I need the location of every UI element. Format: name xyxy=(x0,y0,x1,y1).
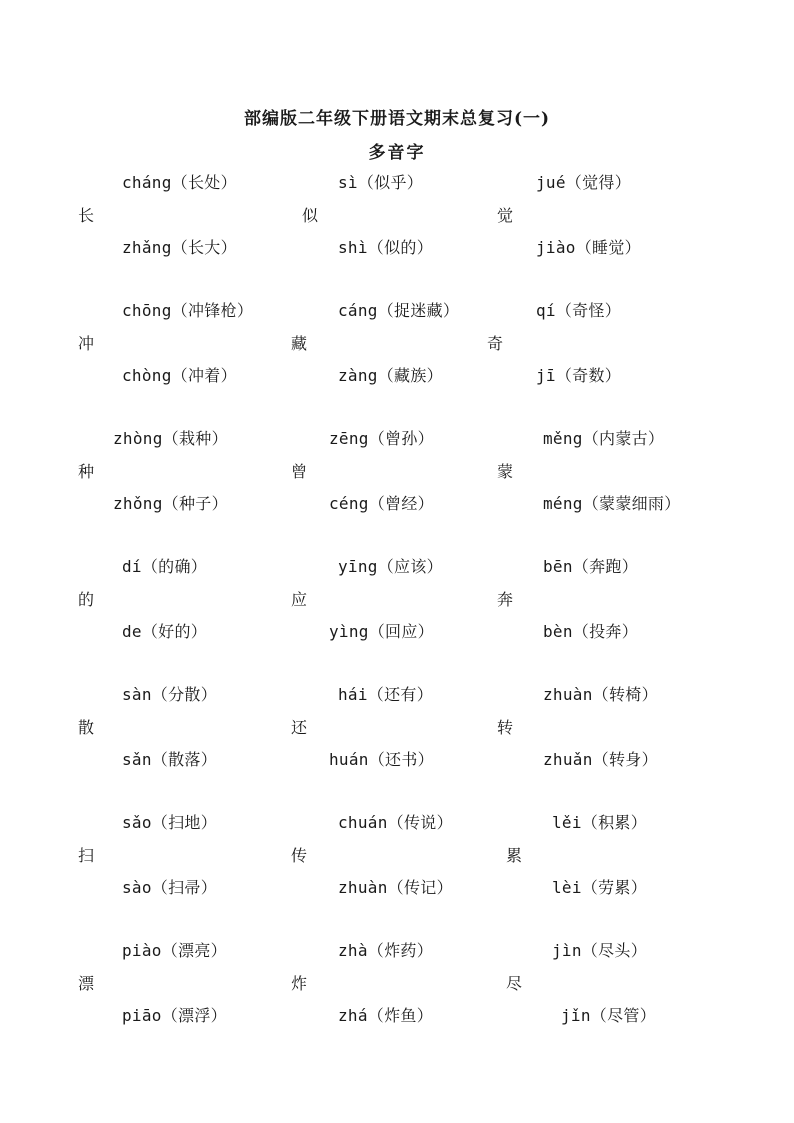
polyphone-char: 冲 xyxy=(78,334,95,353)
reading-2: zhuàn（传记） xyxy=(338,878,453,897)
reading-1: qí（奇怪） xyxy=(536,301,622,320)
polyphone-char: 蒙 xyxy=(497,462,514,481)
polyphone-char: 藏 xyxy=(291,334,308,353)
polyphone-char: 散 xyxy=(78,718,95,737)
reading-1: zhòng（栽种） xyxy=(113,429,228,448)
polyphone-char: 炸 xyxy=(291,974,308,993)
reading-2: zhǎng（长大） xyxy=(122,238,237,257)
reading-1: cháng（长处） xyxy=(122,173,237,192)
polyphone-char: 长 xyxy=(78,206,95,225)
polyphone-char: 累 xyxy=(506,846,523,865)
reading-2: céng（曾经） xyxy=(329,494,434,513)
reading-2: piāo（漂浮） xyxy=(122,1006,227,1025)
polyphone-char: 还 xyxy=(291,718,308,737)
reading-1: jìn（尽头） xyxy=(552,941,647,960)
polyphone-char: 种 xyxy=(78,462,95,481)
polyphone-group xyxy=(0,554,794,650)
polyphone-char: 尽 xyxy=(506,974,523,993)
reading-1: cáng（捉迷藏） xyxy=(338,301,460,320)
reading-1: sàn（分散） xyxy=(122,685,217,704)
reading-2: sào（扫帚） xyxy=(122,878,217,897)
polyphone-char: 奇 xyxy=(487,334,504,353)
section-subtitle: 多音字 xyxy=(368,143,426,163)
reading-2: jǐn（尽管） xyxy=(561,1006,656,1025)
polyphone-char: 曾 xyxy=(291,462,308,481)
polyphone-group xyxy=(0,938,794,1034)
reading-1: piào（漂亮） xyxy=(122,941,227,960)
polyphone-char: 应 xyxy=(291,590,308,609)
reading-1: chōng（冲锋枪） xyxy=(122,301,254,320)
reading-2: zàng（藏族） xyxy=(338,366,443,385)
reading-1: sì（似乎） xyxy=(338,173,424,192)
reading-1: yīng（应该） xyxy=(338,557,443,576)
polyphone-char: 扫 xyxy=(78,846,95,865)
reading-1: bēn（奔跑） xyxy=(543,557,638,576)
reading-1: zhà（炸药） xyxy=(338,941,433,960)
reading-1: hái（还有） xyxy=(338,685,433,704)
reading-1: měng（内蒙古） xyxy=(543,429,665,448)
reading-2: bèn（投奔） xyxy=(543,622,638,641)
reading-2: lèi（劳累） xyxy=(552,878,647,897)
reading-2: huán（还书） xyxy=(329,750,434,769)
polyphone-char: 漂 xyxy=(78,974,95,993)
polyphone-group xyxy=(0,298,794,394)
polyphone-char: 的 xyxy=(78,590,95,609)
page-title: 部编版二年级下册语文期末总复习(一) xyxy=(243,109,551,129)
polyphone-char: 传 xyxy=(291,846,308,865)
reading-2: jī（奇数） xyxy=(536,366,622,385)
reading-2: shì（似的） xyxy=(338,238,433,257)
reading-1: jué（觉得） xyxy=(536,173,631,192)
polyphone-char: 觉 xyxy=(497,206,514,225)
polyphone-char: 似 xyxy=(302,206,319,225)
polyphone-char: 转 xyxy=(497,718,514,737)
reading-2: sǎn（散落） xyxy=(122,750,217,769)
reading-1: chuán（传说） xyxy=(338,813,453,832)
reading-2: chòng（冲着） xyxy=(122,366,237,385)
polyphone-group xyxy=(0,810,794,906)
reading-1: sǎo（扫地） xyxy=(122,813,217,832)
reading-1: zēng（曾孙） xyxy=(329,429,434,448)
reading-1: lěi（积累） xyxy=(552,813,647,832)
polyphone-group xyxy=(0,426,794,522)
polyphone-char: 奔 xyxy=(497,590,514,609)
reading-1: dí（的确） xyxy=(122,557,208,576)
reading-2: zhá（炸鱼） xyxy=(338,1006,433,1025)
polyphone-group xyxy=(0,170,794,266)
reading-2: yìng（回应） xyxy=(329,622,434,641)
reading-2: zhǒng（种子） xyxy=(113,494,228,513)
reading-2: de（好的） xyxy=(122,622,208,641)
polyphone-group xyxy=(0,682,794,778)
reading-2: jiào（睡觉） xyxy=(536,238,641,257)
reading-2: zhuǎn（转身） xyxy=(543,750,658,769)
reading-1: zhuàn（转椅） xyxy=(543,685,658,704)
reading-2: méng（蒙蒙细雨） xyxy=(543,494,681,513)
